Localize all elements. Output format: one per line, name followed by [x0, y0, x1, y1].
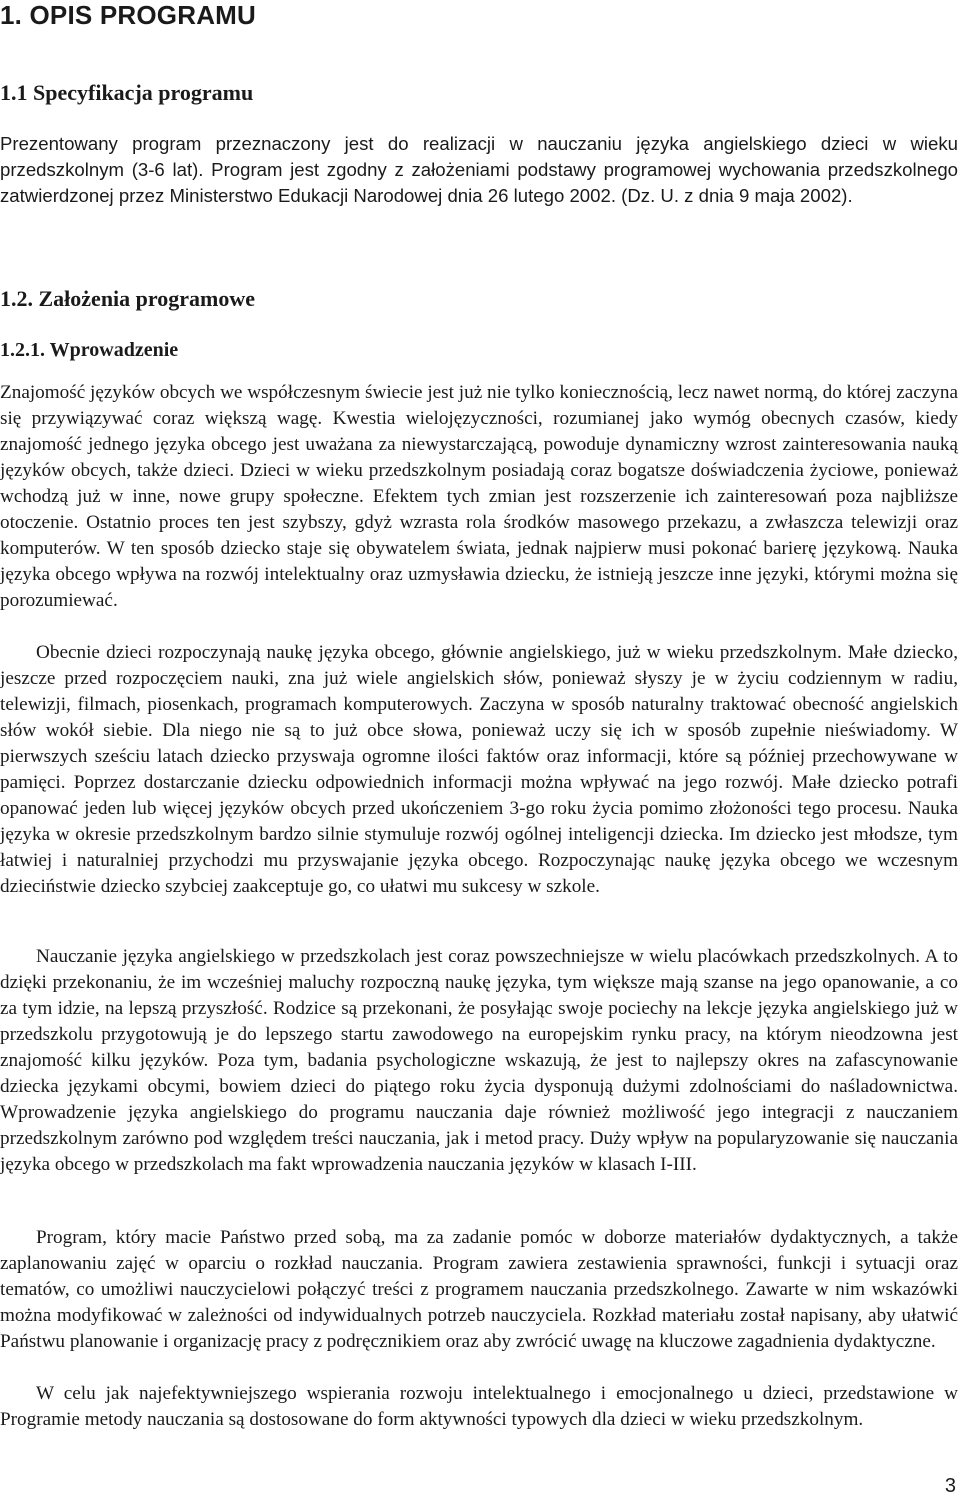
- section-heading-assumptions: 1.2. Założenia programowe: [0, 286, 256, 311]
- section-heading-specification: 1.1 Specyfikacja programu: [0, 80, 254, 105]
- intro-paragraph: Prezentowany program przeznaczony jest do realizacji w nauczaniu języka angielskiego dzieci w wieku przedszkolnym (3-6 lat). Program jest zgodny z założeniami podstawy programowej wychowania przedszkolnego zatwierdzonej przez Ministerstwo Edukacji Narodowej dnia 26 lutego 2002. (Dz. U. z dnia 9 maja 2002).: [0, 133, 958, 206]
- main-heading: 1. OPIS PROGRAMU: [0, 0, 257, 30]
- page-number: 3: [944, 1475, 956, 1497]
- body-paragraph-1: Znajomość języków obcych we współczesnym świecie jest już nie tylko koniecznością, lecz nawet normą, do której zaczyna się przywiązywać coraz większą wagę. Kwestia wielojęzyczności, rozumianej jako wymóg obecnych czasów, kiedy znajomość jednego języka obcego jest uważana za niewystarczającą, powoduje dynamiczny wzrost zainteresowania nauką języków obcych, także dzieci. Dzieci w wieku przedszkolnym posiadają coraz bogatsze doświadczenia życiowe, ponieważ wchodzą już w inne, nowe grupy społeczne. Efektem tych zmian jest rozszerzenie ich zainteresowań poza najbliższe otoczenie. Ostatnio proces ten jest szybszy, gdyż wzrasta rola środków masowego przekazu, a zwłaszcza telewizji oraz komputerów. W ten sposób dziecko staje się obywatelem świata, jednak najpierw musi pokonać barierę językową. Nauka języka obcego wpływa na rozwój intelektualny oraz uzmysławia dziecku, że istnieją jeszcze inne języki, którymi można się porozumiewać.: [0, 382, 958, 611]
- body-paragraph-4: Program, który macie Państwo przed sobą, ma za zadanie pomóc w doborze materiałów dydaktycznych, a także zaplanowaniu zajęć w oparciu o rozkład nauczania. Program zawiera zestawienia sprawności, funkcji i sytuacji oraz tematów, co umożliwi nauczycielowi połączyć treści z programem nauczania przedszkolnego. Zawarte w nim wskazówki można modyfikować w zależności od indywidualnych potrzeb nauczyciela. Rozkład materiału został napisany, aby ułatwić Państwu planowanie i organizację pracy z podręcznikiem oraz aby zwrócić uwagę na kluczowe zagadnienia dydaktyczne.: [0, 1227, 958, 1352]
- body-paragraph-5: W celu jak najefektywniejszego wspierania rozwoju intelektualnego i emocjonalnego u dzieci, przedstawione w Programie metody nauczania są dostosowane do form aktywności typowych dla dzieci w wieku przedszkolnym.: [0, 1383, 958, 1430]
- body-paragraph-3: Nauczanie języka angielskiego w przedszkolach jest coraz powszechniejsze w wielu placówkach przedszkolnych. A to dzięki przekonaniu, że im wcześniej maluchy rozpoczną naukę języka, tym większe mają szanse na jego opanowanie, a co za tym idzie, na lepszą przyszłość. Rodzice są przekonani, że posyłając swoje pociechy na lekcje języka angielskiego już w przedszkolu przygotowują je do lepszego startu zawodowego na europejskim rynku pracy, na którym nieodzowna jest znajomość kilku języków. Poza tym, badania psychologiczne wskazują, że jest to najlepszy okres na zafascynowanie dziecka językami obcymi, bowiem dzieci do piątego roku życia dysponują dużymi zdolnościami do naśladownictwa. Wprowadzenie języka angielskiego do programu nauczania daje również możliwość jego integracji z nauczaniem przedszkolnym zarówno pod względem treści nauczania, jak i metod pracy. Duży wpływ na popularyzowanie się nauczania języka obcego w przedszkolach ma fakt wprowadzenia nauczania języków w klasach I-III.: [0, 946, 958, 1175]
- body-paragraph-2: Obecnie dzieci rozpoczynają naukę języka obcego, głównie angielskiego, już w wieku przedszkolnym. Małe dziecko, jeszcze przed rozpoczęciem nauki, zna już wiele angielskich słów, ponieważ słyszy je w życiu codziennym w radiu, telewizji, filmach, piosenkach, programach komputerowych. Zaczyna w sposób naturalny traktować obecność angielskich słów wokół siebie. Dla niego nie są to już obce słowa, ponieważ uczy się ich w sposób zupełnie nieświadomy. W pierwszych sześciu latach dziecko przyswaja ogromne ilości faktów oraz informacji, które są później przechowywane w pamięci. Poprzez dostarczanie dziecku odpowiednich informacji można wpływać na jego rozwój. Małe dziecko potrafi opanować jeden lub więcej języków obcych przed ukończeniem 3-go roku życia pomimo złożoności tego procesu. Nauka języka w okresie przedszkolnym bardzo silnie stymuluje rozwój ogólnej inteligencji dziecka. Im dziecko jest młodsze, tym łatwiej i naturalniej przychodzi mu przyswajanie języka obcego. Rozpoczynając naukę języka obcego we wczesnym dzieciństwie dziecko szybciej zaakceptuje go, co ułatwi mu sukcesy w szkole.: [0, 642, 958, 897]
- subsection-heading-introduction: 1.2.1. Wprowadzenie: [0, 339, 179, 361]
